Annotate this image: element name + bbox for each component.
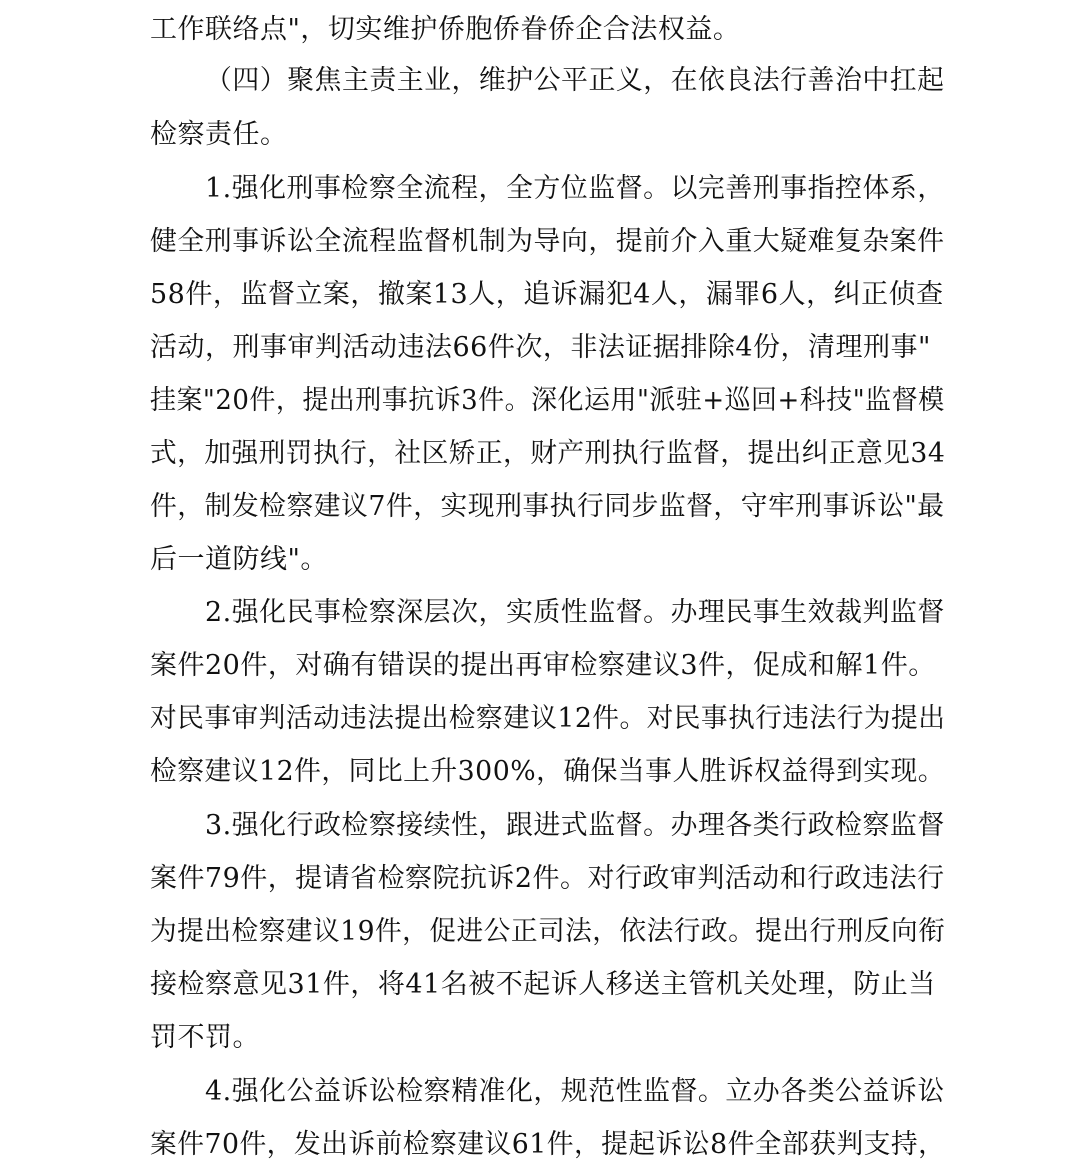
paragraph-heading: 1.强化刑事检察全流程，全方位监督。以完善刑事指控体系， — [205, 173, 945, 204]
text-line: 罚不罚。 — [150, 1022, 260, 1053]
text-line: 活动，刑事审判活动违法66件次，非法证据排除4份，清理刑事" — [150, 332, 931, 363]
section-heading: （四）聚焦主责主业，维护公平正义，在依良法行善治中扛起 — [205, 65, 945, 96]
text-line: 挂案"20件，提出刑事抗诉3件。深化运用"派驻+巡回+科技"监督模 — [150, 385, 945, 416]
text-line: 后一道防线"。 — [150, 544, 328, 575]
text-line: 检察建议12件，同比上升300%，确保当事人胜诉权益得到实现。 — [150, 756, 946, 787]
text-line: 健全刑事诉讼全流程监督机制为导向，提前介入重大疑难复杂案件 — [150, 226, 945, 257]
text-line: 案件79件，提请省检察院抗诉2件。对行政审判活动和行政违法行 — [150, 863, 945, 894]
text-line: 检察责任。 — [150, 119, 288, 150]
text-line: 58件，监督立案，撤案13人，追诉漏犯4人，漏罪6人，纠正侦查 — [150, 279, 944, 310]
text-line: 式，加强刑罚执行，社区矫正，财产刑执行监督，提出纠正意见34 — [150, 438, 946, 469]
text-line: 接检察意见31件，将41名被不起诉人移送主管机关处理，防止当 — [150, 969, 936, 1000]
text-line: 工作联络点"，切实维护侨胞侨眷侨企合法权益。 — [150, 14, 741, 45]
paragraph-heading: 4.强化公益诉讼检察精准化，规范性监督。立办各类公益诉讼 — [205, 1076, 945, 1107]
text-line: 件，制发检察建议7件，实现刑事执行同步监督，守牢刑事诉讼"最 — [150, 491, 945, 522]
text-line: 对民事审判活动违法提出检察建议12件。对民事执行违法行为提出 — [150, 703, 946, 734]
text-line: 案件70件，发出诉前检察建议61件，提起诉讼8件全部获判支持， — [150, 1129, 946, 1160]
text-line: 案件20件，对确有错误的提出再审检察建议3件，促成和解1件。 — [150, 650, 936, 681]
text-line: 为提出检察建议19件，促进公正司法，依法行政。提出行刑反向衔 — [150, 916, 946, 947]
paragraph-heading: 3.强化行政检察接续性，跟进式监督。办理各类行政检察监督 — [205, 810, 945, 841]
paragraph-heading: 2.强化民事检察深层次，实质性监督。办理民事生效裁判监督 — [205, 597, 945, 628]
